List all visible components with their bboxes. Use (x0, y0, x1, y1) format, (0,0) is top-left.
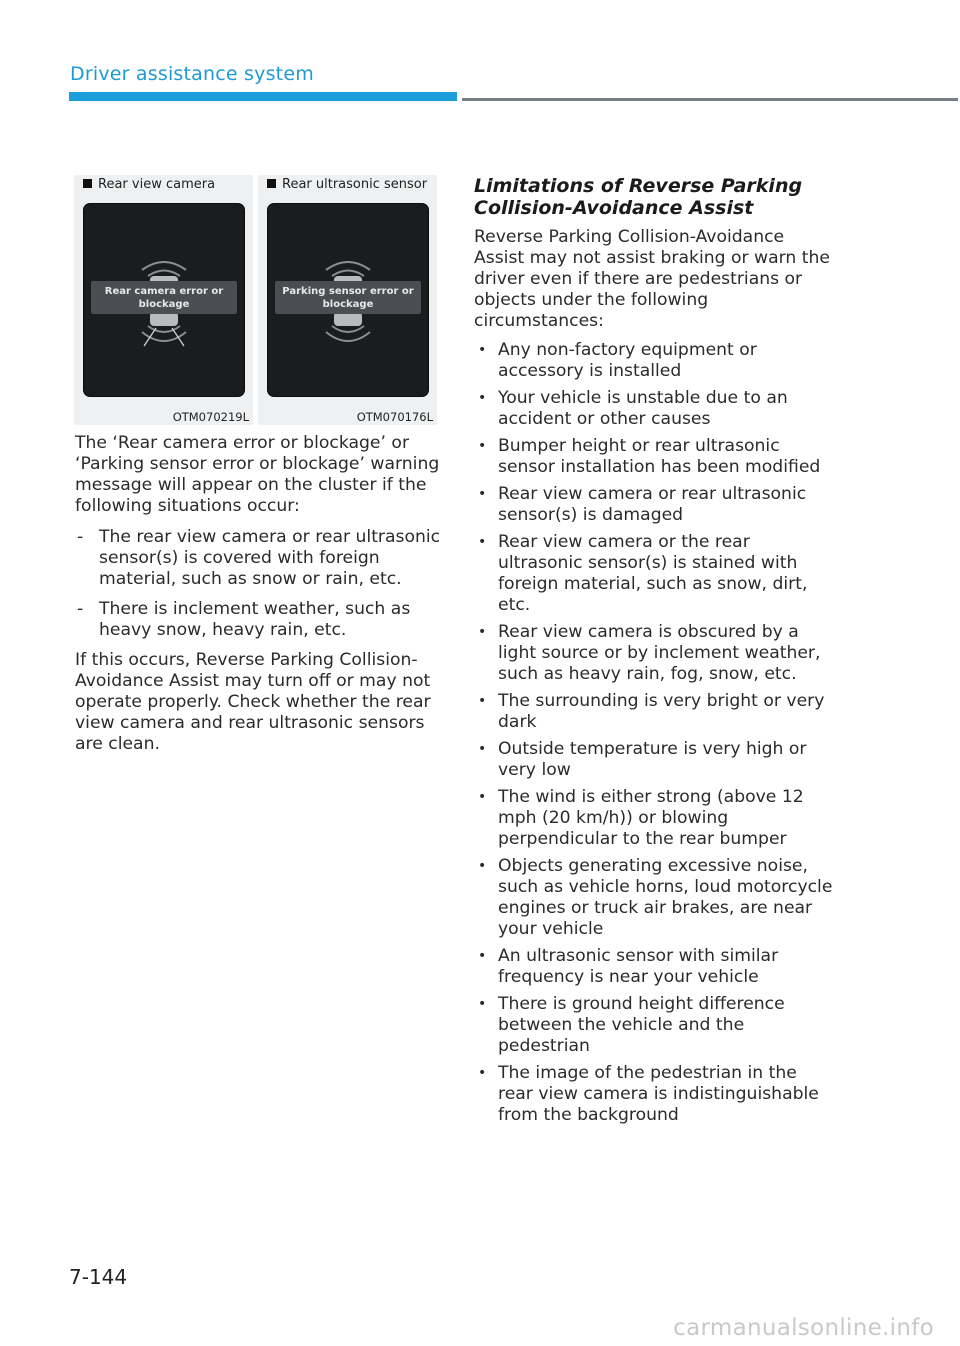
figure-code: OTM070176L (356, 410, 433, 424)
header-rule-gray (462, 98, 958, 101)
bullet-marker: • (478, 390, 487, 406)
bullet-marker: • (478, 1065, 487, 1081)
list-item (474, 739, 834, 781)
figure-code: OTM070219L (172, 410, 249, 424)
list-item (474, 946, 834, 988)
list-item (474, 691, 834, 733)
list-item (474, 994, 834, 1057)
bullet-marker: • (478, 996, 487, 1012)
figure-label-text: Rear ultrasonic sensor (282, 177, 428, 192)
list-item (474, 436, 834, 478)
list-item (75, 599, 443, 641)
outro-paragraph: If this occurs, Reverse Parking Collision-Avoidance Assist may turn off or may not operate properly. Check whether the rear view camera and rear ultrasonic sensors are clean. (75, 650, 431, 754)
bullet-marker: • (478, 342, 487, 358)
list-item (474, 532, 834, 616)
list-item (474, 1063, 834, 1126)
page-number: 7-144 (69, 1265, 128, 1289)
bullet-marker: • (478, 438, 487, 454)
dash-marker: - (77, 599, 84, 619)
figure-rear-ultrasonic-sensor (258, 175, 437, 425)
right-column (474, 175, 834, 1132)
list-item-text: Rear view camera or rear ultrasonic sensor(s) is damaged (498, 484, 807, 525)
list-item-text: Bumper height or rear ultrasonic sensor installation has been modified (498, 436, 821, 477)
list-item-text: Objects generating excessive noise, such as vehicle horns, loud motorcycle engines or truck air brakes, are near your vehicle (498, 856, 833, 939)
left-column (75, 433, 443, 765)
figure-label (267, 178, 432, 192)
dash-list (75, 527, 443, 641)
list-item-text: Any non-factory equipment or accessory is installed (498, 340, 757, 381)
list-item-text: Rear view camera or the rear ultrasonic sensor(s) is stained with foreign material, such as snow, dirt, etc. (498, 532, 808, 615)
list-item (474, 856, 834, 940)
list-item-text: There is ground height difference between the vehicle and the pedestrian (498, 994, 785, 1056)
list-item-text: The image of the pedestrian in the rear view camera is indistinguishable from the background (498, 1063, 819, 1125)
cluster-screen (267, 203, 429, 397)
limitations-list (474, 340, 834, 1126)
bullet-marker: • (478, 741, 487, 757)
intro-paragraph: Reverse Parking Collision-Avoidance Assist may not assist braking or warn the driver even if there are pedestrians or objects under the following circumstances: (474, 227, 830, 331)
section-heading: Limitations of Reverse Parking Collision-Avoidance Assist (474, 175, 803, 219)
list-item (474, 340, 834, 382)
list-item-text: Outside temperature is very high or very low (498, 739, 807, 780)
bullet-marker: • (478, 693, 487, 709)
list-item-text: The wind is either strong (above 12 mph (20 km/h)) or blowing perpendicular to the rear bumper (498, 787, 804, 849)
list-item-text: The rear view camera or rear ultrasonic sensor(s) is covered with foreign material, such as snow or rain, etc. (99, 527, 441, 589)
header-rule-blue (69, 92, 457, 101)
list-item-text: An ultrasonic sensor with similar frequency is near your vehicle (498, 946, 779, 987)
warning-message-box: Rear camera error or blockage (91, 281, 237, 314)
list-item (474, 484, 834, 526)
figure-rear-view-camera (74, 175, 253, 425)
list-item (75, 527, 443, 590)
square-bullet-icon (267, 179, 276, 188)
list-item (474, 787, 834, 850)
bullet-marker: • (478, 858, 487, 874)
bullet-marker: • (478, 624, 487, 640)
list-item-text: Your vehicle is unstable due to an accident or other causes (498, 388, 788, 429)
figure-label (83, 178, 248, 192)
bullet-marker: • (478, 534, 487, 550)
cluster-screen (83, 203, 245, 397)
watermark: carmanualsonline.info (673, 1315, 934, 1341)
list-item (474, 388, 834, 430)
dash-marker: - (77, 527, 84, 547)
bullet-marker: • (478, 486, 487, 502)
list-item-text: The surrounding is very bright or very dark (498, 691, 825, 732)
bullet-marker: • (478, 789, 487, 805)
figure-label-text: Rear view camera (98, 177, 216, 192)
intro-paragraph: The ‘Rear camera error or blockage’ or ‘Parking sensor error or blockage’ warning message will appear on the cluster if the following situations occur: (75, 433, 440, 516)
warning-message-box: Parking sensor error or blockage (275, 281, 421, 314)
list-item-text: There is inclement weather, such as heavy snow, heavy rain, etc. (99, 599, 411, 640)
bullet-marker: • (478, 948, 487, 964)
section-header-title: Driver assistance system (70, 63, 314, 85)
square-bullet-icon (83, 179, 92, 188)
list-item-text: Rear view camera is obscured by a light source or by inclement weather, such as heavy rain, fog, snow, etc. (498, 622, 821, 684)
list-item (474, 622, 834, 685)
